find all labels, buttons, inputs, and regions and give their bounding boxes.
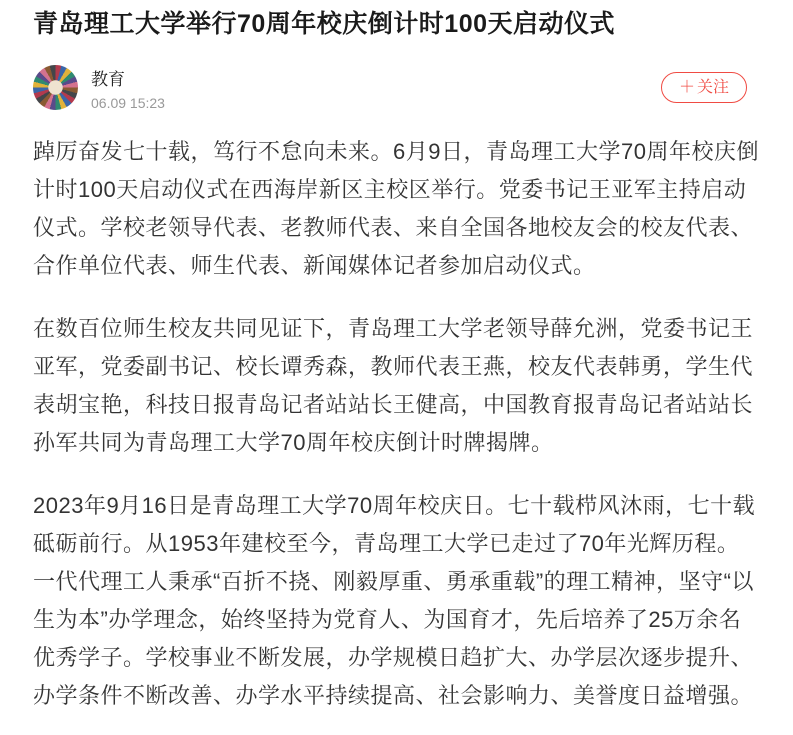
author-name[interactable]: 教育	[91, 69, 125, 89]
plus-icon: ＋	[678, 78, 695, 96]
author-row	[33, 65, 759, 111]
paragraph: 踔厉奋发七十载，笃行不怠向未来。6月9日，青岛理工大学70周年校庆倒计时100天启动仪式在西海岸新区主校区举行。党委书记王亚军主持启动仪式。学校老领导代表、老教师代表、来自全国各地校友会的校友代表、合作单位代表、师生代表、新闻媒体记者参加启动仪式。	[33, 138, 759, 278]
author-avatar[interactable]	[33, 65, 78, 110]
paragraph: 在数百位师生校友共同见证下，青岛理工大学老领导薛允洲，党委书记王亚军，党委副书记、校长谭秀森，教师代表王燕，校友代表韩勇，学生代表胡宝艳，科技日报青岛记者站站长王健高，中国教育报青岛记者站站长孙军共同为青岛理工大学70周年校庆倒计时牌揭牌。	[33, 315, 754, 455]
page-title: 青岛理工大学举行70周年校庆倒计时100天启动仪式	[33, 10, 616, 38]
follow-button-label: 关注	[696, 78, 729, 96]
publish-time: 06.09 15:23	[91, 94, 165, 111]
paragraph: 2023年9月16日是青岛理工大学70周年校庆日。七十载栉风沐雨，七十载砥砺前行。从1953年建校至今，青岛理工大学已走过了70年光辉历程。一代代理工人秉承“百折不挠、刚毅厚重、勇承重载”的理工精神，坚守“以生为本”办学理念，始终坚持为党育人、为国育才，先后培养了25万余名优秀学子。学校事业不断发展，办学规模日趋扩大、办学层次逐步提升、办学条件不断改善、办学水平持续提高、社会影响力、美誉度日益增强。	[33, 492, 756, 708]
article-body	[33, 133, 759, 715]
author-meta	[91, 65, 165, 111]
follow-button[interactable]	[661, 72, 747, 103]
